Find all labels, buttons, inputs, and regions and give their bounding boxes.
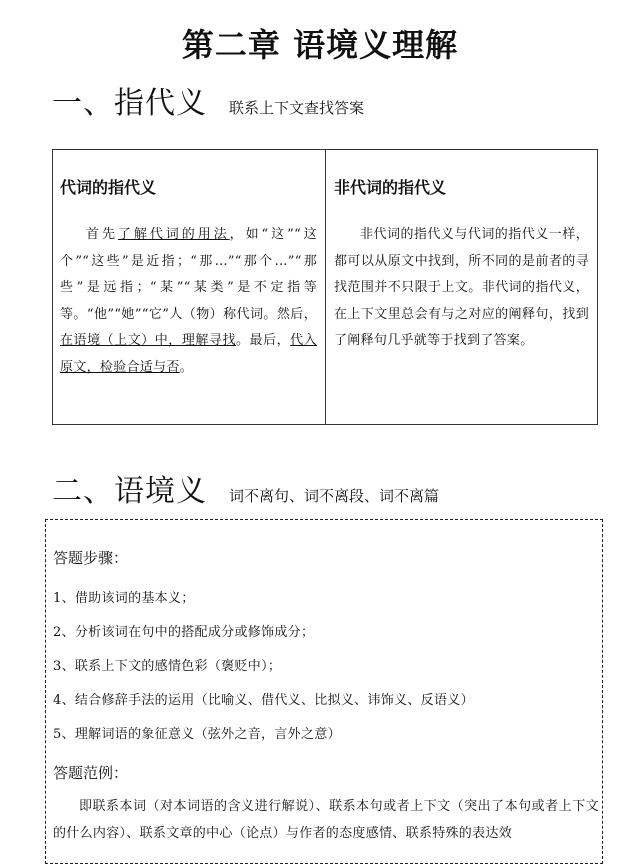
step-item: 1、借助该词的基本义； xyxy=(53,591,195,606)
text-run: 。 xyxy=(179,359,194,375)
non-pronoun-column-heading: 非代词的指代义 xyxy=(334,178,447,197)
page-title: 第二章 语境义理解 xyxy=(181,26,459,64)
step-item: 5、理解词语的象征意义（弦外之音，言外之意） xyxy=(53,727,341,742)
text-run: 。最后， xyxy=(236,333,291,348)
pronoun-table xyxy=(52,149,598,425)
section-2-header xyxy=(52,466,439,510)
pronoun-column-heading: 代词的指代义 xyxy=(60,178,157,197)
underlined-text: 了解代词的用法 xyxy=(117,227,230,242)
step-item: 4、结合修辞手法的运用（比喻义、借代义、比拟义、讳饰义、反语义） xyxy=(53,693,474,708)
example-label: 答题范例： xyxy=(53,764,129,782)
step-item: 3、联系上下文的感情色彩（褒贬中）； xyxy=(53,659,282,674)
step-item: 2、分析该词在句中的搭配成分或修饰成分； xyxy=(53,625,315,640)
section-1-subtitle: 联系上下文查找答案 xyxy=(229,99,365,117)
underlined-text: 在语境（上文）中，理解寻找 xyxy=(60,333,236,348)
section-2-heading: 二、语境义 xyxy=(52,474,207,509)
text-run: 首先 xyxy=(86,227,118,242)
section-1-header xyxy=(52,78,364,122)
pronoun-column-text xyxy=(60,222,317,381)
section-2-subtitle: 词不离句、词不离段、词不离篇 xyxy=(229,487,440,505)
answer-steps-box xyxy=(45,519,603,864)
steps-label: 答题步骤： xyxy=(53,549,129,567)
example-text: 即联系本词（对本词语的含义进行解说）、联系本句或者上下文（突出了本句或者上下文的什么内容）、联系文章的中心（论点）与作者的态度感情、联系特殊的表达效 xyxy=(53,799,599,841)
section-1-heading: 一、指代义 xyxy=(52,86,207,121)
non-pronoun-column xyxy=(325,150,597,424)
pronoun-column xyxy=(53,150,325,424)
non-pronoun-column-text: 非代词的指代义与代词的指代义一样，都可以从原文中找到，所不同的是前者的寻找范围并不只限于上文。非代词的指代义，在上下文里总会有与之对应的阐释句，找到了阐释句几乎就等于找到了答案。 xyxy=(334,227,589,348)
underlined-text: 代入原文，检验合适与否 xyxy=(60,333,317,375)
text-run: ，如“这”“这个”“这些”是近指；“那…”“那个…”“那些”是远指；“某”“某类”是不定指等等。“他”“她”“它”人（物）称代词。然后， xyxy=(60,227,317,322)
